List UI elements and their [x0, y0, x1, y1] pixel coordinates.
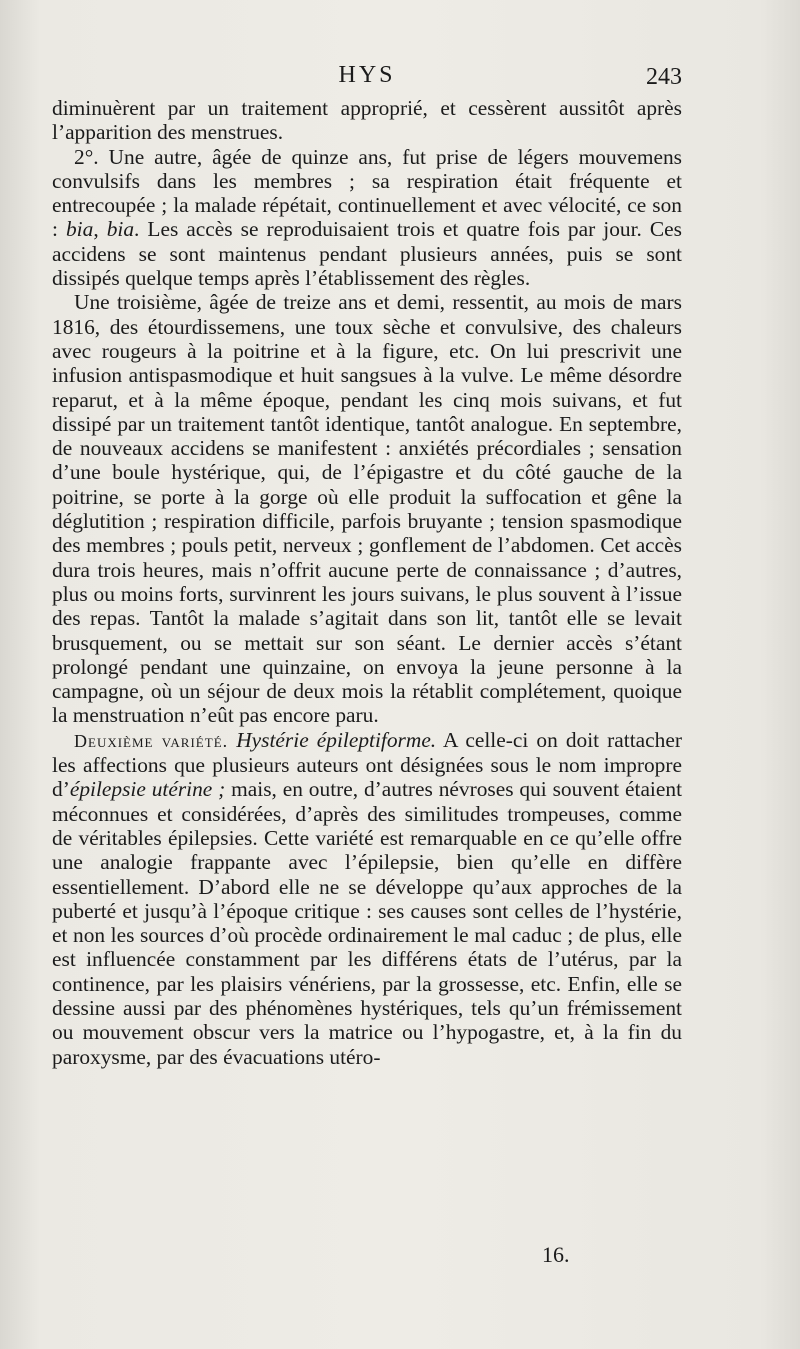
case-2-separator: ,	[93, 217, 107, 242]
page-number: 243	[646, 64, 682, 90]
variety-text-a: A celle-ci on doit rattacher les affections que plusieurs auteurs ont désignées sous le nom impropre d’	[52, 727, 682, 802]
variety-term: épilepsie utérine ;	[69, 777, 226, 802]
paragraph-case-2	[52, 145, 682, 291]
paragraph-continuation: diminuèrent par un traitement approprié, et cessèrent aussitôt après l’apparition des menstrues.	[52, 96, 682, 145]
variety-text-b: mais, en outre, d’autres névroses qui souvent étaient méconnues et considérées, d’après des similitudes trompeuses, comme de véritables épilepsies. Cette variété est remarquable en ce qu’elle offre une analogie frappante avec l’épilepsie, bien qu’elle en diffère essentiellement. D’abord elle ne se développe qu’aux approches de la puberté et jusqu’à l’époque critique : ses causes sont celles de l’hystérie, et non les sources d’où procède ordinairement le mal caduc ; de plus, elle est influencée constamment par les différens états de l’utérus, par la continence, par les plaisirs vénériens, par la grossesse, etc. Enfin, elle se dessine aussi par des phénomènes hystériques, tels qu’un frémissement ou mouvement obscur vers la matrice ou l’hypogastre, et, à la fin du paroxysme, par des évacuations utéro-	[52, 777, 683, 1069]
page-header	[52, 62, 682, 92]
running-title: HYS	[338, 62, 396, 88]
variety-title: Hystérie épileptiforme.	[236, 727, 437, 752]
case-2-text-end: . Les accès se reproduisaient trois et quatre fois par jour. Ces accidens se sont maintenus pendant plusieurs années, puis se sont dissipés quelque temps après l’établissement des règles.	[52, 217, 682, 291]
case-2-text-start: 2°. Une autre, âgée de quinze ans, fut prise de légers mouvemens convulsifs dans les membres ; sa respiration était fréquente et entrecoupée ; la malade répétait, continuellement et avec vélocité, ce son :	[52, 144, 682, 242]
signature-mark: 16.	[542, 1242, 570, 1267]
body-text	[52, 96, 682, 1069]
variety-heading: Deuxième variété.	[74, 730, 229, 751]
paragraph-case-3: Une troisième, âgée de treize ans et demi, ressentit, au mois de mars 1816, des étourdissemens, une toux sèche et convulsive, des chaleurs avec rougeurs à la poitrine et à la figure, etc. On lui prescrivit une infusion antispasmodique et huit sangsues à la vulve. Le même désordre reparut, et à la même époque, pendant les cinq mois suivans, et fut dissipé par un traitement tantôt identique, tantôt analogue. En septembre, de nouveaux accidens se manifestent : anxiétés précordiales ; sensation d’une boule hystérique, qui, de l’épigastre et du côté gauche de la poitrine, se porte à la gorge où elle produit la suffocation et gêne la déglutition ; respiration difficile, parfois bruyante ; tension spasmodique des membres ; pouls petit, nerveux ; gonflement de l’abdomen. Cet accès dura trois heures, mais n’offrit aucune perte de connaissance ; d’autres, plus ou moins forts, survinrent les jours suivans, le plus souvent à l’issue des repas. Tantôt la malade s’agitait dans son lit, tantôt elle se levait brusquement, ou se mettait sur son séant. Le dernier accès s’étant prolongé pendant une quinzaine, on envoya la jeune personne à la campagne, où un séjour de deux mois la rétablit complétement, quoique la menstruation n’eût pas encore paru.	[52, 290, 682, 728]
paragraph-second-variety	[52, 728, 682, 1069]
page-footer	[52, 1242, 682, 1272]
case-2-sound-2: bia	[106, 217, 135, 242]
case-2-sound-1: bia	[65, 217, 94, 242]
